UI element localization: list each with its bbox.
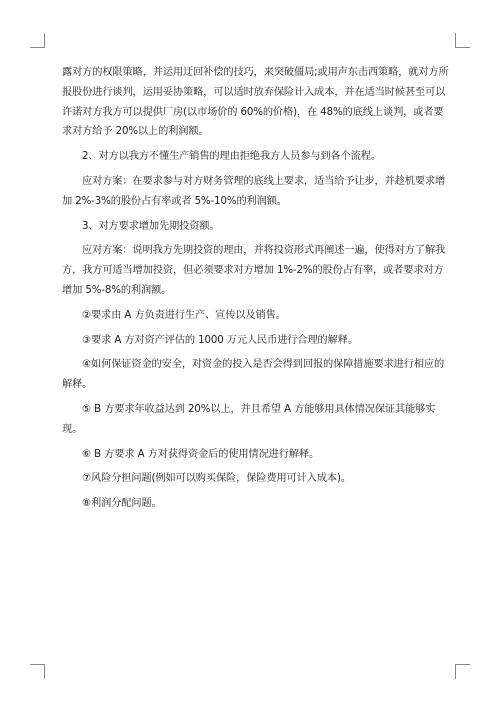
paragraph-5: 应对方案：说明我方先期投资的理由，并将投资形式再阐述一遍，使得对方了解我方，我方可适当增加投资，但必须要求对方增加 1%-2%的股份占有率，或者要求对方增加 5%-8%的利润额。 bbox=[62, 245, 446, 296]
crop-mark-bottom-right bbox=[455, 664, 470, 679]
crop-mark-top-right bbox=[455, 33, 470, 48]
crop-mark-bottom-left bbox=[30, 664, 45, 679]
paragraph-12: ⑧利润分配问题。 bbox=[82, 498, 162, 510]
paragraph-7: ③要求 A 方对资产评估的 1000 万元人民币进行合理的解释。 bbox=[82, 334, 358, 346]
document-body bbox=[62, 63, 450, 519]
paragraph-1: 露对方的权限策略，并运用迂回补偿的技巧，来突破僵局;或用声东击西策略，就对方所报股份进行谈判，运用妥协策略，可以适时放弃保险计入成本，并在适当时候甚至可以许诺对方我方可以提供厂房(以市场价的 60%的价格)，在 48%的底线上谈判，或者要求对方给予 20%以上的利润额。 bbox=[62, 67, 449, 138]
paragraph-10: ⑥ B 方要求 A 方对获得资金后的使用情况进行解释。 bbox=[82, 448, 320, 460]
paragraph-11: ⑦风险分担问题(例如可以购买保险，保险费用可计入成本)。 bbox=[82, 473, 351, 485]
crop-mark-top-left bbox=[30, 33, 45, 48]
paragraph-2: 2、对方以我方不懂生产销售的理由拒绝我方人员参与到各个流程。 bbox=[82, 151, 381, 163]
paragraph-9: ⑤ B 方要求年收益达到 20%以上，并且希望 A 方能够用具体情况保证其能够实现。 bbox=[62, 403, 436, 435]
paragraph-6: ②要求由 A 方负责进行生产、宣传以及销售。 bbox=[82, 309, 286, 321]
paragraph-4: 3、对方要求增加先期投资额。 bbox=[82, 220, 220, 232]
paragraph-8: ④如何保证资金的安全，对资金的投入是否会得到回报的保障措施要求进行相应的解释。 bbox=[62, 359, 445, 391]
paragraph-3: 应对方案：在要求参与对方财务管理的底线上要求，适当给予让步，并趁机要求增加 2%-3%的股份占有率或者 5%-10%的利润额。 bbox=[62, 175, 446, 207]
